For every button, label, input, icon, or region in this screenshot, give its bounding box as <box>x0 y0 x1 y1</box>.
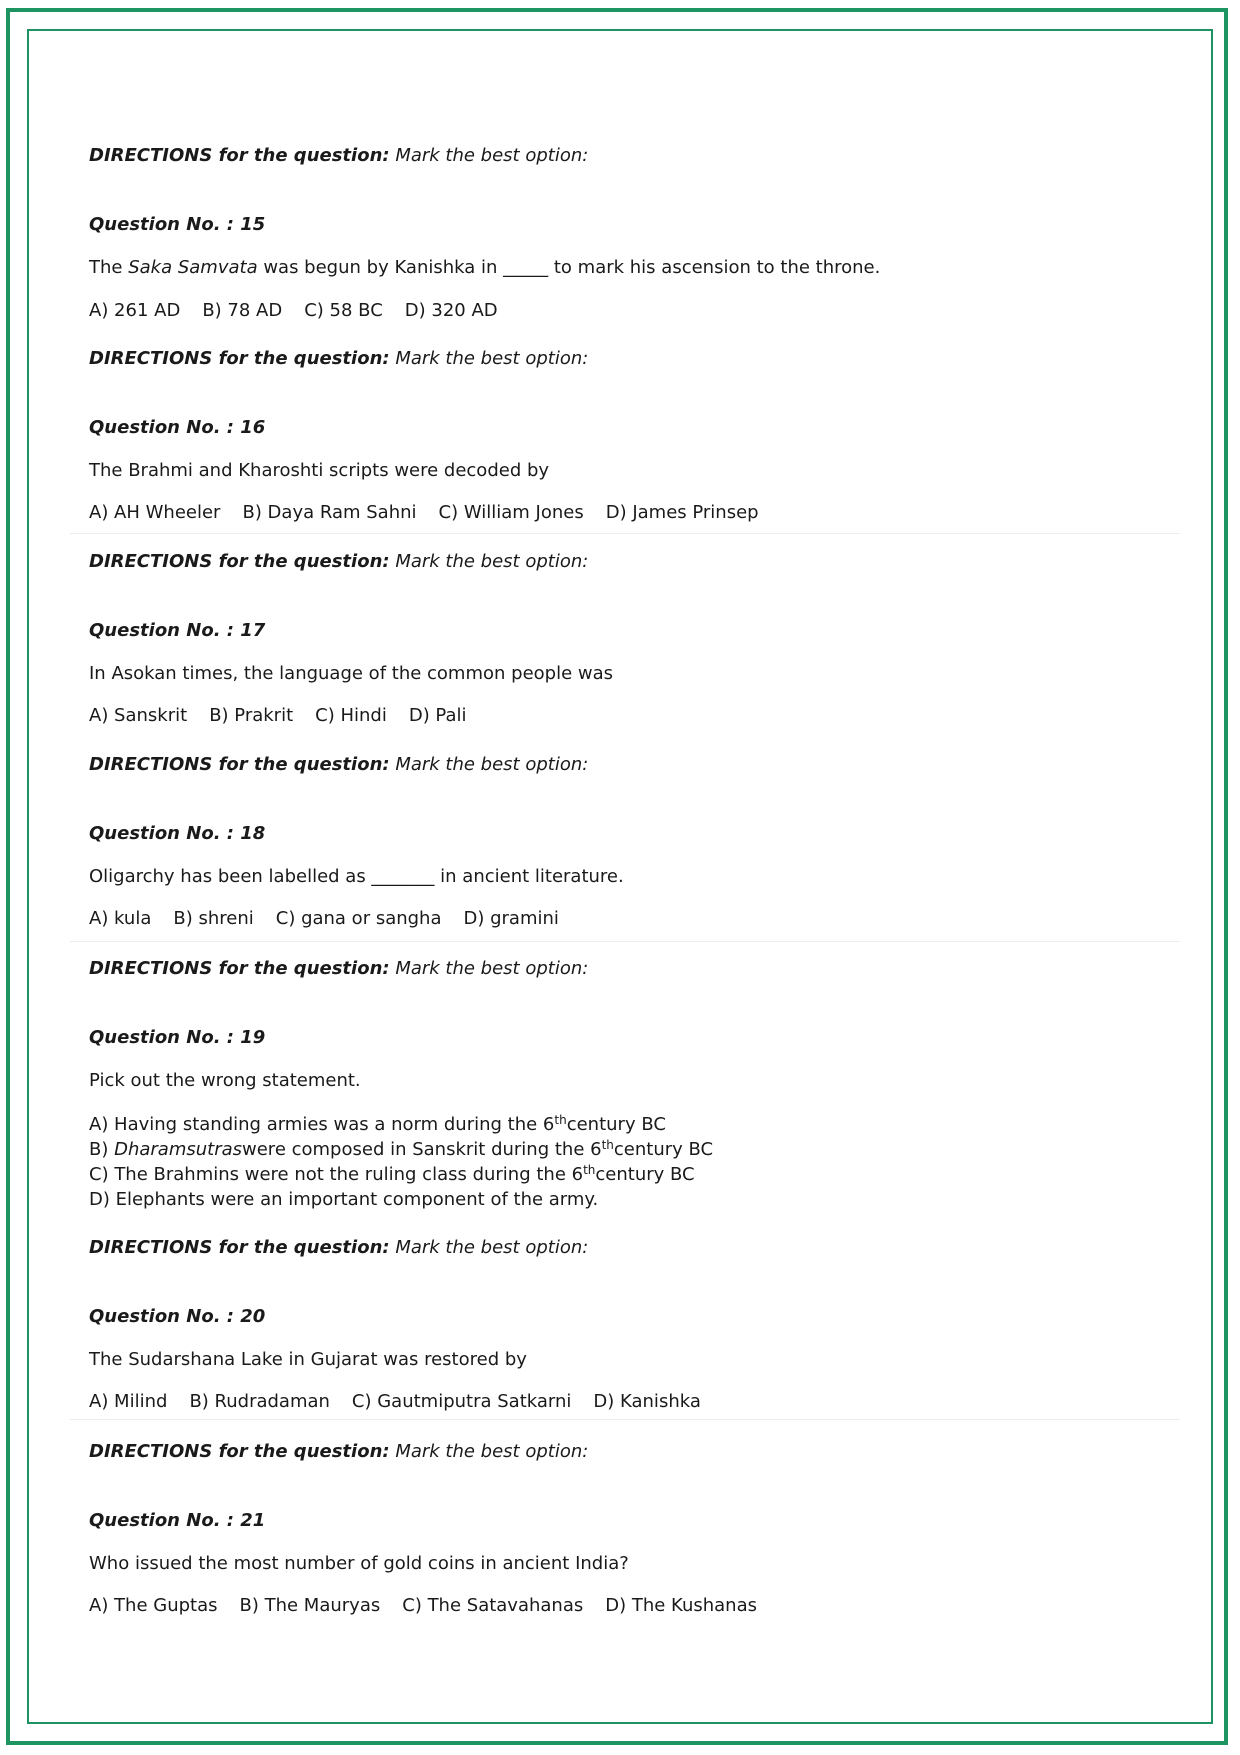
directions-text: DIRECTIONS for the question: Mark the best option: <box>89 958 589 979</box>
option-c[interactable]: C) 58 BC <box>304 300 383 321</box>
option-d[interactable]: D) The Kushanas <box>605 1595 758 1616</box>
option-a[interactable]: A) The Guptas <box>89 1595 218 1616</box>
option-c[interactable]: C) The Brahmins were not the ruling class during the 6thcentury BC <box>89 1163 695 1185</box>
option-a[interactable]: A) Sanskrit <box>89 705 188 726</box>
question-text: The Sudarshana Lake in Gujarat was restored by <box>89 1349 527 1370</box>
option-d[interactable]: D) Kanishka <box>593 1391 701 1412</box>
question-number: Question No. : 19 <box>89 1027 266 1048</box>
question-number: Question No. : 21 <box>89 1510 266 1531</box>
separator-line <box>70 1419 1180 1420</box>
option-b[interactable]: B) Dharamsutraswere composed in Sanskrit during the 6thcentury BC <box>89 1138 714 1160</box>
option-d[interactable]: D) James Prinsep <box>605 502 759 523</box>
question-text: The Brahmi and Kharoshti scripts were decoded by <box>89 460 550 481</box>
option-d[interactable]: D) gramini <box>463 908 559 929</box>
option-c[interactable]: C) gana or sangha <box>275 908 442 929</box>
option-b[interactable]: B) Daya Ram Sahni <box>242 502 417 523</box>
option-d[interactable]: D) 320 AD <box>404 300 498 321</box>
option-b[interactable]: B) Rudradaman <box>189 1391 330 1412</box>
option-d[interactable]: D) Pali <box>408 705 467 726</box>
option-row <box>89 300 520 321</box>
question-number: Question No. : 20 <box>89 1306 266 1327</box>
option-a[interactable]: A) Having standing armies was a norm during the 6thcentury BC <box>89 1113 666 1135</box>
question-text: Oligarchy has been labelled as _______ in ancient literature. <box>89 866 624 887</box>
directions-text: DIRECTIONS for the question: Mark the best option: <box>89 145 589 166</box>
option-a[interactable]: A) Milind <box>89 1391 168 1412</box>
option-row <box>89 502 781 523</box>
question-number: Question No. : 15 <box>89 214 266 235</box>
option-d[interactable]: D) Elephants were an important component of the army. <box>89 1189 599 1210</box>
question-text: The Saka Samvata was begun by Kanishka in _____ to mark his ascension to the throne. <box>89 257 881 278</box>
question-text: Who issued the most number of gold coins in ancient India? <box>89 1553 629 1574</box>
option-b[interactable]: B) shreni <box>173 908 254 929</box>
option-list <box>89 1112 713 1212</box>
option-c[interactable]: C) The Satavahanas <box>402 1595 584 1616</box>
option-a[interactable]: A) kula <box>89 908 152 929</box>
directions-text: DIRECTIONS for the question: Mark the best option: <box>89 754 589 775</box>
option-row <box>89 1595 779 1616</box>
option-row <box>89 908 581 929</box>
question-number: Question No. : 18 <box>89 823 266 844</box>
option-c[interactable]: C) William Jones <box>438 502 584 523</box>
directions-text: DIRECTIONS for the question: Mark the best option: <box>89 1441 589 1462</box>
question-number: Question No. : 17 <box>89 620 266 641</box>
option-row <box>89 1391 723 1412</box>
question-text: In Asokan times, the language of the common people was <box>89 663 614 684</box>
option-a[interactable]: A) AH Wheeler <box>89 502 221 523</box>
question-text: Pick out the wrong statement. <box>89 1070 361 1091</box>
option-c[interactable]: C) Gautmiputra Satkarni <box>351 1391 572 1412</box>
option-row <box>89 705 489 726</box>
option-a[interactable]: A) 261 AD <box>89 300 181 321</box>
option-b[interactable]: B) The Mauryas <box>239 1595 381 1616</box>
directions-text: DIRECTIONS for the question: Mark the best option: <box>89 551 589 572</box>
question-number: Question No. : 16 <box>89 417 266 438</box>
option-c[interactable]: C) Hindi <box>315 705 387 726</box>
option-b[interactable]: B) Prakrit <box>209 705 294 726</box>
directions-text: DIRECTIONS for the question: Mark the best option: <box>89 1237 589 1258</box>
directions-text: DIRECTIONS for the question: Mark the best option: <box>89 348 589 369</box>
separator-line <box>70 941 1180 942</box>
separator-line <box>70 533 1180 534</box>
option-b[interactable]: B) 78 AD <box>202 300 283 321</box>
